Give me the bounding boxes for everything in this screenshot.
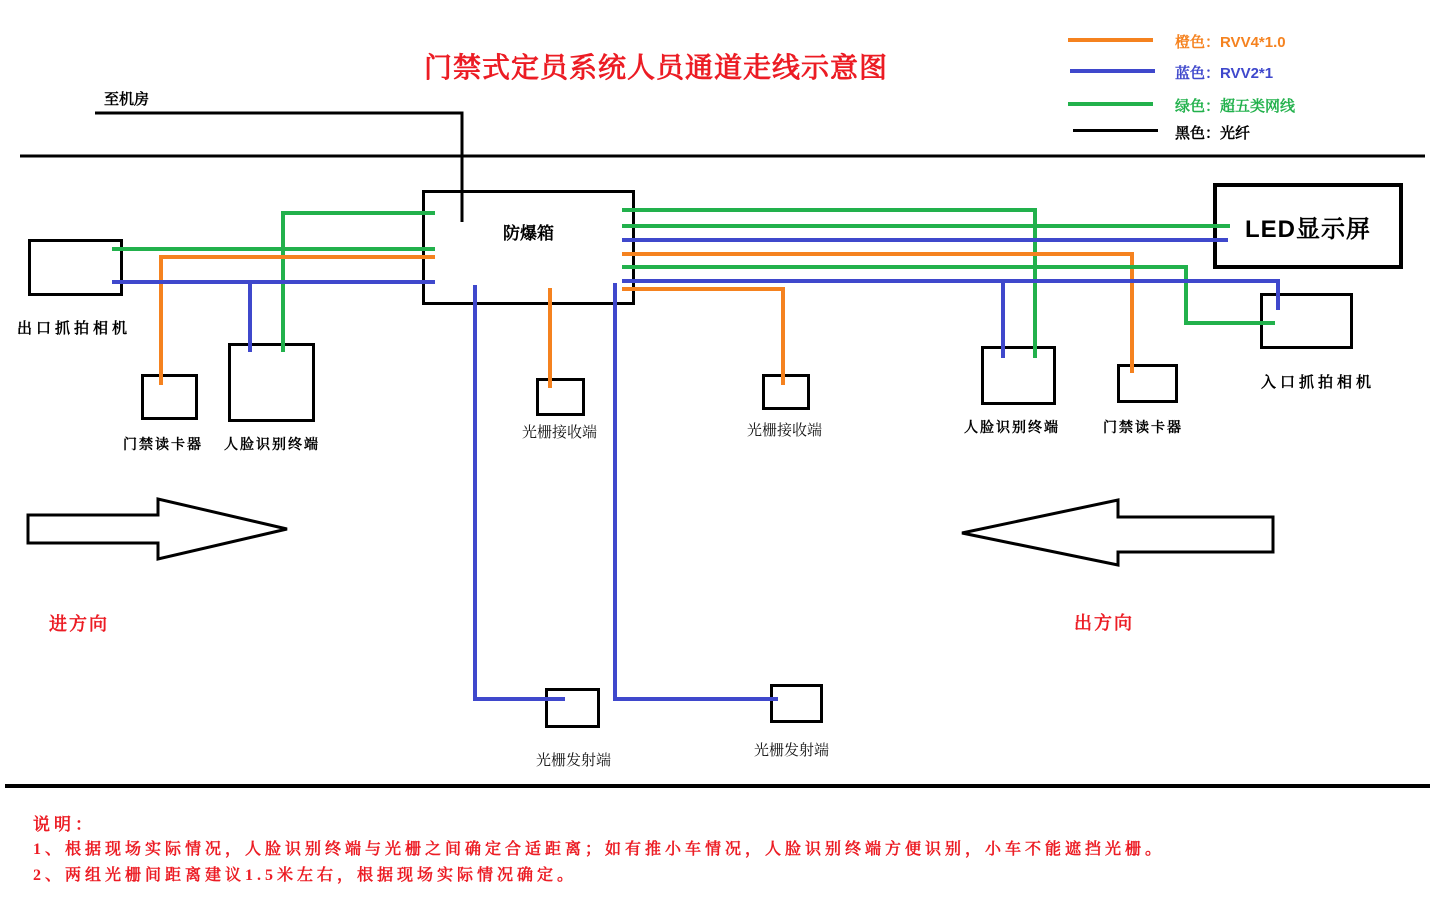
grating-receiver-1-label: 光栅接收端 — [522, 424, 598, 441]
exit-capture-camera-label: 出口抓拍相机 — [17, 321, 132, 337]
explosion-proof-box — [422, 190, 635, 305]
grating-receiver-2-box — [762, 374, 810, 410]
entry-direction-label: 进方向 — [49, 614, 109, 634]
legend-orange-line-swatch — [1068, 38, 1153, 42]
grating-receiver-2-label: 光栅接收端 — [747, 422, 823, 439]
led-display-box — [1213, 183, 1403, 269]
entry-capture-camera-box — [1260, 293, 1353, 349]
grating-receiver-1-box — [536, 378, 585, 416]
grating-emitter-1-box — [545, 688, 600, 728]
grating-emitter-1-label: 光栅发射端 — [536, 752, 612, 769]
face-terminal-left-label: 人脸识别终端 — [224, 438, 320, 453]
entry-direction-arrow — [20, 490, 300, 570]
grating-emitter-2-box — [770, 684, 823, 723]
led-display-label: LED显示屏 — [1245, 215, 1371, 243]
legend-orange-label: 橙色：RVV4*1.0 — [1175, 34, 1286, 51]
legend-green-label: 绿色：超五类网线 — [1175, 98, 1296, 115]
legend-blue-line-swatch — [1070, 69, 1155, 73]
exit-direction-label: 出方向 — [1074, 613, 1134, 633]
face-terminal-right-box — [981, 346, 1056, 405]
legend-black-label: 黑色：光纤 — [1175, 125, 1251, 142]
legend-black-line-swatch — [1073, 129, 1158, 132]
entry-capture-camera-label: 入口抓拍相机 — [1261, 375, 1376, 391]
page-title: 门禁式定员系统人员通道走线示意图 — [424, 52, 889, 83]
card-reader-right-label: 门禁读卡器 — [1103, 421, 1183, 436]
card-reader-right-box — [1117, 364, 1178, 403]
note-line-2: 2、两组光栅间距离建议1.5米左右，根据现场实际情况确定。 — [33, 867, 578, 884]
legend-green-line-swatch — [1068, 102, 1153, 106]
grating-emitter-2-label: 光栅发射端 — [754, 742, 830, 759]
to-machine-room-label: 至机房 — [104, 91, 150, 108]
face-terminal-left-box — [228, 343, 315, 422]
exit-capture-camera-box — [28, 239, 123, 296]
notes-heading: 说明： — [33, 815, 96, 834]
exit-direction-arrow — [950, 490, 1280, 575]
card-reader-left-box — [141, 374, 198, 420]
note-line-1: 1、根据现场实际情况，人脸识别终端与光栅之间确定合适距离；如有推小车情况，人脸识别终端方便识别，小车不能遮挡光栅。 — [33, 841, 1166, 858]
card-reader-left-label: 门禁读卡器 — [123, 438, 203, 453]
legend-blue-label: 蓝色：RVV2*1 — [1175, 65, 1274, 82]
face-terminal-right-label: 人脸识别终端 — [964, 421, 1060, 436]
explosion-proof-box-label: 防爆箱 — [503, 224, 554, 243]
